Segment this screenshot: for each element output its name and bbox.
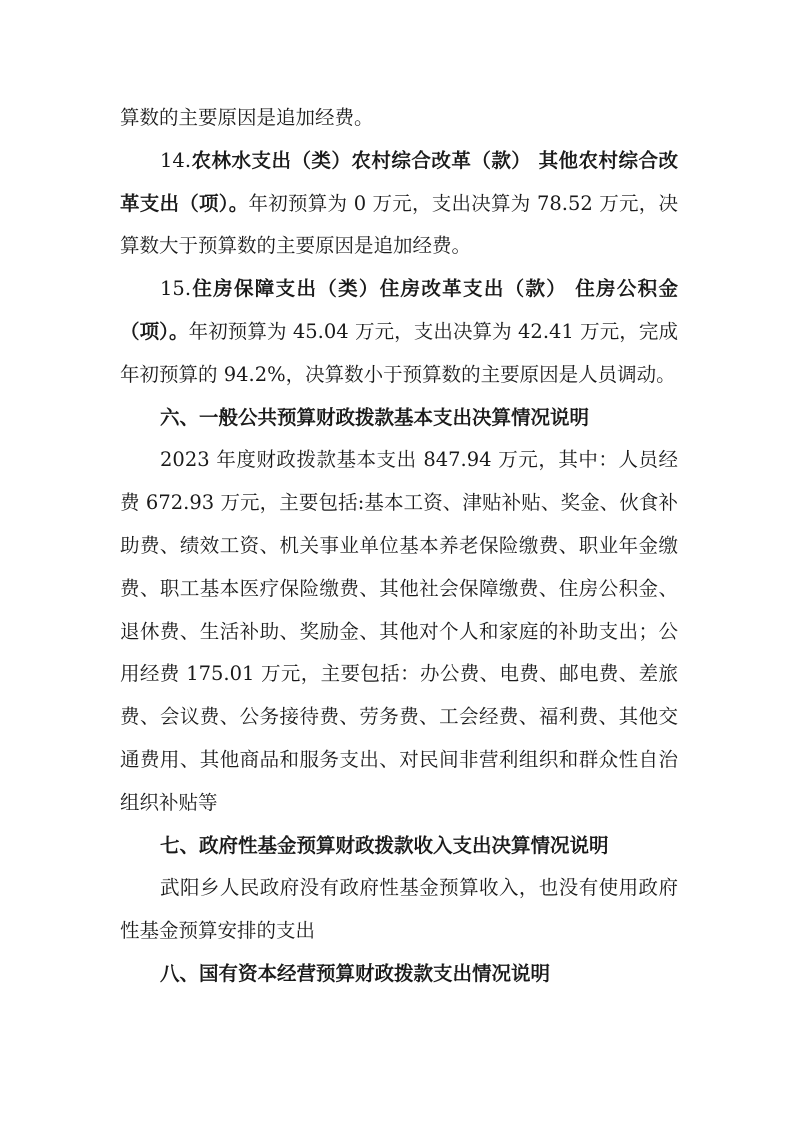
- paragraph-continuation: 算数的主要原因是追加经费。: [120, 106, 374, 129]
- paragraph-item-15: [120, 268, 678, 396]
- item-15-lead: 住房保障支出（类）住房改革支出（款） 住房公积金（项）。: [120, 277, 678, 343]
- section-8-heading: 八、国有资本经营预算财政拨款支出情况说明: [160, 961, 551, 985]
- section-6-heading: 六、一般公共预算财政拨款基本支出决算情况说明: [160, 405, 590, 429]
- item-15-number: 15.: [160, 277, 192, 301]
- paragraph-item-14: [120, 140, 678, 268]
- item-14-lead: 农林水支出（类）农村综合改革（款） 其他农村综合改革支出（项）。: [120, 148, 678, 215]
- item-15-body: 年初预算为 45.04 万元，支出决算为 42.41 万元，完成年初预算的 94.2%，决算数小于预算数的主要原因是人员调动。: [120, 319, 678, 386]
- section-6-body: 2023 年度财政拨款基本支出 847.94 万元，其中：人员经费 672.93 万元，主要包括:基本工资、津贴补贴、奖金、伙食补助费、绩效工资、机关事业单位基本养老保险缴费、职业年金缴费、职工基本医疗保险缴费、其他社会保障缴费、住房公积金、退休费、生活补助、奖励金、其他对个人和家庭的补助支出；公用经费 175.01 万元，主要包括：办公费、电费、邮电费、差旅费、会议费、公务接待费、劳务费、工会经费、福利费、其他交通费用、其他商品和服务支出、对民间非营利组织和群众性自治组织补贴等: [120, 448, 678, 814]
- document-body: [120, 97, 678, 996]
- section-7-body: 武阳乡人民政府没有政府性基金预算收入，也没有使用政府性基金预算安排的支出: [120, 876, 678, 943]
- section-7-heading: 七、政府性基金预算财政拨款收入支出决算情况说明: [160, 833, 609, 857]
- item-14-number: 14.: [160, 148, 192, 172]
- item-14-body: 年初预算为 0 万元，支出决算为 78.52 万元，决算数大于预算数的主要原因是追加经费。: [120, 191, 678, 258]
